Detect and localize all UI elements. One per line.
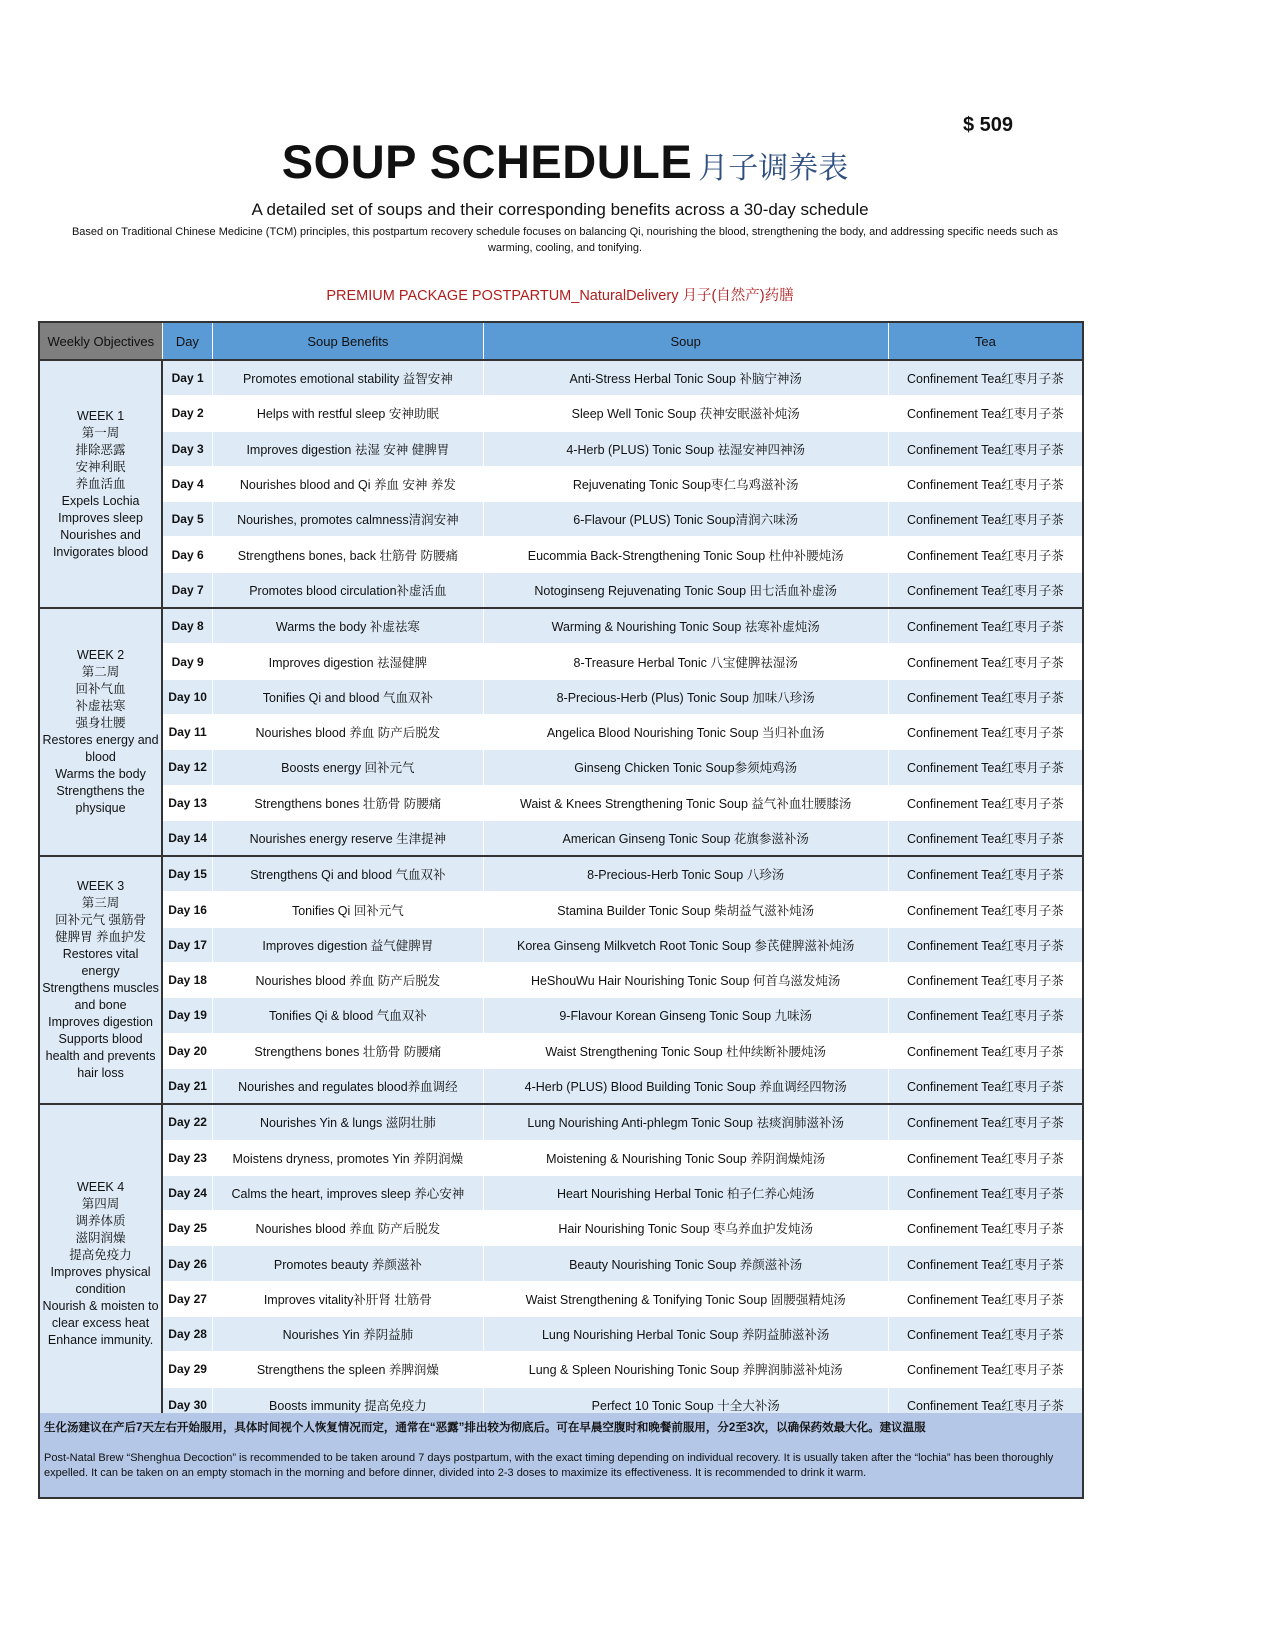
- tea-cell: Confinement Tea红枣月子茶: [888, 1033, 1083, 1068]
- tea-cell: Confinement Tea红枣月子茶: [888, 998, 1083, 1033]
- soup-cell: Waist & Knees Strengthening Tonic Soup 益气补血壮腰膝汤: [483, 785, 888, 820]
- week-objective-line: Strengthens muscles and bone: [42, 981, 159, 1013]
- footer-note: [38, 1413, 1084, 1499]
- day-cell: Day 9: [162, 644, 213, 679]
- title-row: [0, 134, 1130, 189]
- tea-cell: Confinement Tea红枣月子茶: [888, 1281, 1083, 1316]
- week-objective-line: 第四周: [81, 1196, 120, 1211]
- week-objective-line: Enhance immunity.: [47, 1332, 154, 1347]
- day-cell: Day 14: [162, 820, 213, 856]
- tea-cell: Confinement Tea红枣月子茶: [888, 785, 1083, 820]
- soup-cell: 4-Herb (PLUS) Tonic Soup 祛湿安神四神汤: [483, 431, 888, 466]
- table-row: [39, 502, 1083, 537]
- price-label: $ 509: [963, 114, 1014, 136]
- soup-cell: Stamina Builder Tonic Soup 柴胡益气滋补炖汤: [483, 892, 888, 927]
- week-objective-line: Restores vital energy: [62, 947, 139, 979]
- tea-cell: Confinement Tea红枣月子茶: [888, 1104, 1083, 1140]
- week-objective-line: Nourishes and: [60, 527, 141, 542]
- benefit-cell: Improves digestion 祛湿健脾: [213, 644, 483, 679]
- header-weekly-objectives: Weekly Objectives: [39, 322, 162, 360]
- day-cell: Day 28: [162, 1317, 213, 1352]
- soup-cell: 6-Flavour (PLUS) Tonic Soup清润六味汤: [483, 502, 888, 537]
- table-row: [39, 1211, 1083, 1246]
- day-cell: Day 15: [162, 856, 213, 892]
- header-soup-benefits: Soup Benefits: [213, 322, 483, 360]
- day-cell: Day 25: [162, 1211, 213, 1246]
- tea-cell: Confinement Tea红枣月子茶: [888, 679, 1083, 714]
- table-row: [39, 396, 1083, 431]
- benefit-cell: Tonifies Qi and blood 气血双补: [213, 679, 483, 714]
- benefit-cell: Promotes emotional stability 益智安神: [213, 360, 483, 396]
- week-objective-line: 第一周: [81, 425, 120, 440]
- benefit-cell: Warms the body 补虚祛寒: [213, 608, 483, 644]
- week-objective-line: 回补元气 强筋骨: [55, 913, 147, 928]
- table-row: [39, 1104, 1083, 1140]
- soup-cell: Ginseng Chicken Tonic Soup参须炖鸡汤: [483, 750, 888, 785]
- day-cell: Day 30: [162, 1387, 213, 1423]
- tea-cell: Confinement Tea红枣月子茶: [888, 1068, 1083, 1104]
- table-header-row: [39, 322, 1083, 360]
- benefit-cell: Nourishes blood 养血 防产后脱发: [213, 714, 483, 749]
- table-row: [39, 1140, 1083, 1175]
- day-cell: Day 5: [162, 502, 213, 537]
- table-row: [39, 1246, 1083, 1281]
- soup-cell: Heart Nourishing Herbal Tonic 柏子仁养心炖汤: [483, 1175, 888, 1210]
- header-tea: Tea: [888, 322, 1083, 360]
- day-cell: Day 10: [162, 679, 213, 714]
- day-cell: Day 17: [162, 927, 213, 962]
- page-title: SOUP SCHEDULE: [281, 135, 693, 188]
- benefit-cell: Boosts immunity 提高免疫力: [213, 1387, 483, 1423]
- tea-cell: Confinement Tea红枣月子茶: [888, 466, 1083, 501]
- tea-cell: Confinement Tea红枣月子茶: [888, 856, 1083, 892]
- tea-cell: Confinement Tea红枣月子茶: [888, 1317, 1083, 1352]
- table-row: [39, 856, 1083, 892]
- table-row: [39, 572, 1083, 608]
- table-row: [39, 892, 1083, 927]
- day-cell: Day 1: [162, 360, 213, 396]
- benefit-cell: Nourishes blood 养血 防产后脱发: [213, 963, 483, 998]
- week-objective-line: 养血活血: [75, 476, 126, 491]
- week-objective-line: Nourish & moisten to clear excess heat: [42, 1298, 159, 1330]
- table-row: [39, 1317, 1083, 1352]
- tea-cell: Confinement Tea红枣月子茶: [888, 820, 1083, 856]
- table-row: [39, 466, 1083, 501]
- soup-cell: Beauty Nourishing Tonic Soup 养颜滋补汤: [483, 1246, 888, 1281]
- table-row: [39, 679, 1083, 714]
- benefit-cell: Improves vitality补肝肾 壮筋骨: [213, 1281, 483, 1316]
- page-title-cn: 月子调养表: [698, 151, 849, 186]
- soup-cell: Hair Nourishing Tonic Soup 枣乌养血护发炖汤: [483, 1211, 888, 1246]
- week-objective-line: 健脾胃 养血护发: [55, 930, 147, 945]
- day-cell: Day 23: [162, 1140, 213, 1175]
- benefit-cell: Promotes blood circulation补虚活血: [213, 572, 483, 608]
- benefit-cell: Calms the heart, improves sleep 养心安神: [213, 1175, 483, 1210]
- soup-cell: 8-Precious-Herb (Plus) Tonic Soup 加味八珍汤: [483, 679, 888, 714]
- benefit-cell: Nourishes Yin 养阴益肺: [213, 1317, 483, 1352]
- table-row: [39, 644, 1083, 679]
- table-row: [39, 927, 1083, 962]
- benefit-cell: Strengthens bones 壮筋骨 防腰痛: [213, 785, 483, 820]
- soup-cell: HeShouWu Hair Nourishing Tonic Soup 何首乌滋发炖汤: [483, 963, 888, 998]
- tea-cell: Confinement Tea红枣月子茶: [888, 572, 1083, 608]
- table-row: [39, 1033, 1083, 1068]
- week-objectives-cell: [39, 856, 162, 1104]
- header-day: Day: [162, 322, 213, 360]
- soup-cell: Lung & Spleen Nourishing Tonic Soup 养脾润肺滋补炖汤: [483, 1352, 888, 1387]
- table-row: [39, 963, 1083, 998]
- soup-cell: Sleep Well Tonic Soup 茯神安眠滋补炖汤: [483, 396, 888, 431]
- day-cell: Day 22: [162, 1104, 213, 1140]
- benefit-cell: Improves digestion 益气健脾胃: [213, 927, 483, 962]
- tea-cell: Confinement Tea红枣月子茶: [888, 714, 1083, 749]
- soup-cell: 8-Precious-Herb Tonic Soup 八珍汤: [483, 856, 888, 892]
- tea-cell: Confinement Tea红枣月子茶: [888, 1246, 1083, 1281]
- week-objectives-cell: [39, 608, 162, 856]
- day-cell: Day 13: [162, 785, 213, 820]
- soup-cell: 8-Treasure Herbal Tonic 八宝健脾祛湿汤: [483, 644, 888, 679]
- soup-cell: Perfect 10 Tonic Soup 十全大补汤: [483, 1387, 888, 1423]
- week-objective-line: WEEK 1: [76, 408, 125, 423]
- table-row: [39, 785, 1083, 820]
- week-objective-line: Improves physical condition: [50, 1264, 151, 1296]
- day-cell: Day 7: [162, 572, 213, 608]
- soup-cell: Anti-Stress Herbal Tonic Soup 补脑宁神汤: [483, 360, 888, 396]
- week-objective-line: 补虚祛寒: [75, 699, 126, 714]
- benefit-cell: Nourishes energy reserve 生津提神: [213, 820, 483, 856]
- soup-cell: Notoginseng Rejuvenating Tonic Soup 田七活血补虚汤: [483, 572, 888, 608]
- soup-cell: Warming & Nourishing Tonic Soup 祛寒补虚炖汤: [483, 608, 888, 644]
- week-objective-line: Strengthens the physique: [56, 784, 145, 816]
- table-row: [39, 1352, 1083, 1387]
- day-cell: Day 4: [162, 466, 213, 501]
- benefit-cell: Strengthens the spleen 养脾润燥: [213, 1352, 483, 1387]
- benefit-cell: Strengthens Qi and blood 气血双补: [213, 856, 483, 892]
- header-soup: Soup: [483, 322, 888, 360]
- day-cell: Day 12: [162, 750, 213, 785]
- day-cell: Day 6: [162, 537, 213, 572]
- week-objective-line: 安神利眠: [75, 459, 126, 474]
- day-cell: Day 21: [162, 1068, 213, 1104]
- soup-cell: Rejuvenating Tonic Soup枣仁乌鸡滋补汤: [483, 466, 888, 501]
- week-objective-line: Improves digestion: [48, 1015, 154, 1030]
- benefit-cell: Nourishes blood and Qi 养血 安神 养发: [213, 466, 483, 501]
- week-objective-line: WEEK 3: [76, 879, 125, 894]
- benefit-cell: Helps with restful sleep 安神助眠: [213, 396, 483, 431]
- tea-cell: Confinement Tea红枣月子茶: [888, 892, 1083, 927]
- week-objectives-cell: [39, 1104, 162, 1423]
- tea-cell: Confinement Tea红枣月子茶: [888, 360, 1083, 396]
- week-objective-line: Supports blood health and prevents hair loss: [45, 1032, 156, 1081]
- soup-cell: Waist Strengthening & Tonifying Tonic Soup 固腰强精炖汤: [483, 1281, 888, 1316]
- week-objectives-cell: [39, 360, 162, 608]
- day-cell: Day 11: [162, 714, 213, 749]
- week-objective-line: 提高免疫力: [69, 1247, 132, 1262]
- soup-cell: 9-Flavour Korean Ginseng Tonic Soup 九味汤: [483, 998, 888, 1033]
- table-row: [39, 1175, 1083, 1210]
- tea-cell: Confinement Tea红枣月子茶: [888, 1352, 1083, 1387]
- table-row: [39, 1281, 1083, 1316]
- tea-cell: Confinement Tea红枣月子茶: [888, 537, 1083, 572]
- table-row: [39, 750, 1083, 785]
- soup-cell: Waist Strengthening Tonic Soup 杜仲续断补腰炖汤: [483, 1033, 888, 1068]
- day-cell: Day 2: [162, 396, 213, 431]
- day-cell: Day 3: [162, 431, 213, 466]
- soup-cell: Angelica Blood Nourishing Tonic Soup 当归补血汤: [483, 714, 888, 749]
- day-cell: Day 16: [162, 892, 213, 927]
- tea-cell: Confinement Tea红枣月子茶: [888, 502, 1083, 537]
- day-cell: Day 19: [162, 998, 213, 1033]
- soup-cell: Lung Nourishing Herbal Tonic Soup 养阴益肺滋补汤: [483, 1317, 888, 1352]
- week-objective-line: Warms the body: [55, 767, 146, 782]
- tea-cell: Confinement Tea红枣月子茶: [888, 1387, 1083, 1423]
- soup-cell: Moistening & Nourishing Tonic Soup 养阴润燥炖汤: [483, 1140, 888, 1175]
- table-row: [39, 1068, 1083, 1104]
- table-row: [39, 608, 1083, 644]
- table-row: [39, 820, 1083, 856]
- table-row: [39, 431, 1083, 466]
- day-cell: Day 29: [162, 1352, 213, 1387]
- tea-cell: Confinement Tea红枣月子茶: [888, 1140, 1083, 1175]
- day-cell: Day 8: [162, 608, 213, 644]
- week-objective-line: 滋阴润燥: [75, 1230, 126, 1245]
- week-objective-line: 回补气血: [75, 682, 126, 697]
- week-objective-line: Invigorates blood: [52, 544, 149, 559]
- benefit-cell: Nourishes blood 养血 防产后脱发: [213, 1211, 483, 1246]
- benefit-cell: Strengthens bones 壮筋骨 防腰痛: [213, 1033, 483, 1068]
- week-objective-line: 调养体质: [75, 1213, 126, 1228]
- soup-cell: Korea Ginseng Milkvetch Root Tonic Soup 参芪健脾滋补炖汤: [483, 927, 888, 962]
- day-cell: Day 20: [162, 1033, 213, 1068]
- tea-cell: Confinement Tea红枣月子茶: [888, 1175, 1083, 1210]
- week-objective-line: WEEK 4: [76, 1179, 125, 1194]
- week-objective-line: WEEK 2: [76, 648, 125, 663]
- benefit-cell: Tonifies Qi & blood 气血双补: [213, 998, 483, 1033]
- tea-cell: Confinement Tea红枣月子茶: [888, 750, 1083, 785]
- day-cell: Day 26: [162, 1246, 213, 1281]
- tea-cell: Confinement Tea红枣月子茶: [888, 396, 1083, 431]
- day-cell: Day 18: [162, 963, 213, 998]
- benefit-cell: Boosts energy 回补元气: [213, 750, 483, 785]
- benefit-cell: Nourishes Yin & lungs 滋阴壮肺: [213, 1104, 483, 1140]
- benefit-cell: Promotes beauty 养颜滋补: [213, 1246, 483, 1281]
- table-row: [39, 998, 1083, 1033]
- soup-cell: Lung Nourishing Anti-phlegm Tonic Soup 祛痰润肺滋补汤: [483, 1104, 888, 1140]
- soup-schedule-table: [38, 321, 1084, 1424]
- benefit-cell: Tonifies Qi 回补元气: [213, 892, 483, 927]
- week-objective-line: 强身壮腰: [75, 716, 126, 731]
- tea-cell: Confinement Tea红枣月子茶: [888, 644, 1083, 679]
- soup-cell: 4-Herb (PLUS) Blood Building Tonic Soup 养血调经四物汤: [483, 1068, 888, 1104]
- week-objective-line: Expels Lochia: [61, 493, 140, 508]
- week-objective-line: 第三周: [81, 896, 120, 911]
- week-objective-line: 第二周: [81, 665, 120, 680]
- day-cell: Day 24: [162, 1175, 213, 1210]
- page-description: Based on Traditional Chinese Medicine (TCM) principles, this postpartum recovery schedule focuses on balancing Qi, nourishing the blood, strengthening the body, and addressing specific needs such as warming, cooling, and tonifying.: [71, 226, 1059, 254]
- page-subtitle: A detailed set of soups and their corresponding benefits across a 30-day schedule: [251, 200, 869, 219]
- table-row: [39, 537, 1083, 572]
- tea-cell: Confinement Tea红枣月子茶: [888, 431, 1083, 466]
- tea-cell: Confinement Tea红枣月子茶: [888, 927, 1083, 962]
- week-objective-line: Improves sleep: [58, 510, 143, 525]
- week-objective-line: Restores energy and blood: [42, 733, 159, 765]
- footer-note-cn: 生化汤建议在产后7天左右开始服用，具体时间视个人恢复情况而定，通常在“恶露”排出较为彻底后。可在早晨空腹时和晚餐前服用，分2至3次，以确保药效最大化。建议温服: [44, 1422, 926, 1434]
- table-row: [39, 714, 1083, 749]
- soup-cell: Eucommia Back-Strengthening Tonic Soup 杜仲补腰炖汤: [483, 537, 888, 572]
- week-objective-line: 排除恶露: [75, 442, 126, 457]
- benefit-cell: Nourishes and regulates blood养血调经: [213, 1068, 483, 1104]
- package-title: PREMIUM PACKAGE POSTPARTUM_NaturalDelivery 月子(自然产)药膳: [326, 288, 794, 304]
- table-body: [39, 360, 1083, 1423]
- tea-cell: Confinement Tea红枣月子茶: [888, 1211, 1083, 1246]
- day-cell: Day 27: [162, 1281, 213, 1316]
- tea-cell: Confinement Tea红枣月子茶: [888, 963, 1083, 998]
- benefit-cell: Nourishes, promotes calmness清润安神: [213, 502, 483, 537]
- benefit-cell: Strengthens bones, back 壮筋骨 防腰痛: [213, 537, 483, 572]
- benefit-cell: Improves digestion 祛湿 安神 健脾胃: [213, 431, 483, 466]
- tea-cell: Confinement Tea红枣月子茶: [888, 608, 1083, 644]
- footer-note-en: Post-Natal Brew “Shenghua Decoction” is recommended to be taken around 7 days postpartum, with the exact timing depending on individual recovery. It is usually taken after the “lochia” has been thoroughly expelled. It can be taken on an empty stomach in the morning and before dinner, divided into 2-3 doses to maximize its effectiveness. It is recommended to drink it warm.: [44, 1452, 1054, 1479]
- benefit-cell: Moistens dryness, promotes Yin 养阴润燥: [213, 1140, 483, 1175]
- table-row: [39, 360, 1083, 396]
- soup-cell: American Ginseng Tonic Soup 花旗参滋补汤: [483, 820, 888, 856]
